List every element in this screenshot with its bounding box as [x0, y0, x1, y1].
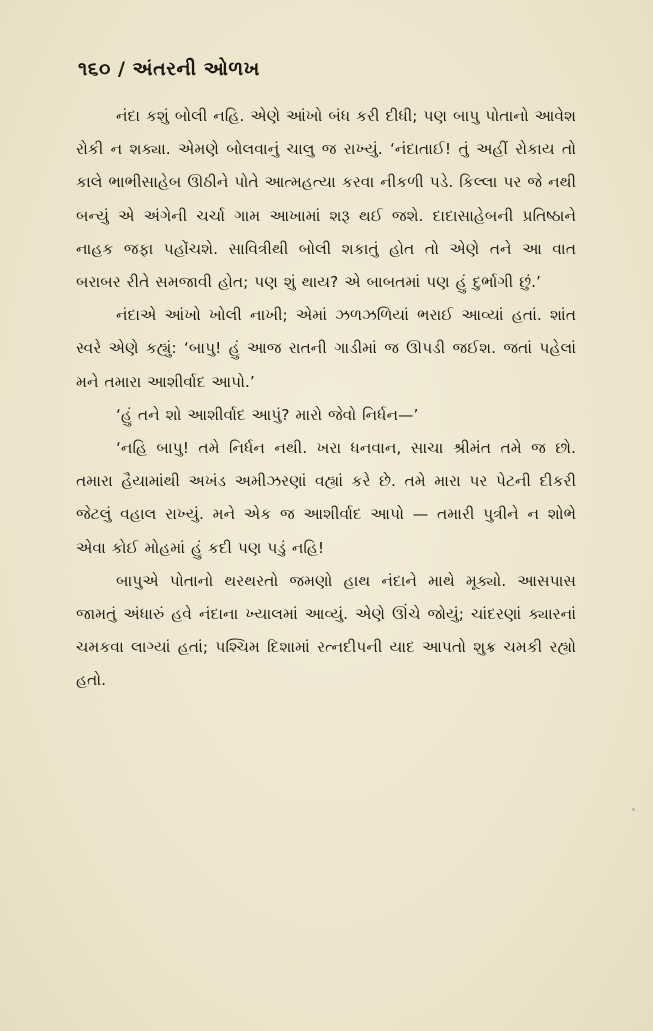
paragraph: ‘નહિ બાપુ! તમે નિર્ધન નથી. ખરા ધનવાન, સાચા શ્રીમંત તમે જ છો. તમારા હૈયામાંથી અખંડ અમીઝરણાં વહ્યાં કરે છે. તમે મારા પર પેટની દીકરી જેટલું વહાલ રાખ્યું. મને એક જ આશીર્વાદ આપો — તમારી પુત્રીને ન શોભે એવા કોઈ મોહમાં હું કદી પણ પડું નહિ! [76, 439, 576, 557]
paragraph: નંદા કશું બોલી નહિ. એણે આંખો બંધ કરી દીધી; પણ બાપુ પોતાનો આવેશ રોકી ન શક્યા. એમણે બોલવાનું ચાલુ જ રાખ્યું. ‘નંદાતાઈ! તું અહીં રોકાય તો કાલે ભાભીસાહેબ ઊઠીને પોતે આત્મહત્યા કરવા નીકળી પડે. કિલ્લા પર જે નથી બન્યું એ અંગેની ચર્ચા ગામ આખામાં શરૂ થઈ જશે. દાદાસાહેબની પ્રતિષ્ઠાને નાહક જફા પહોંચશે. સાવિત્રીથી બોલી શકાતું હોત તો એણે તને આ વાત બરાબર રીતે સમજાવી હોત; પણ શું થાય? એ બાબતમાં પણ હું દુર્ભાગી છું.’ [76, 107, 576, 292]
paragraph: નંદાએ આંખો ખોલી નાખી; એમાં ઝળઝળિયાં ભરાઈ આવ્યાં હતાં. શાંત સ્વરે એણે કહ્યું: ‘બાપુ! હું આજ રાતની ગાડીમાં જ ઊપડી જઈશ. જતાં પહેલાં મને તમારા આશીર્વાદ આપો.’ [76, 306, 576, 391]
paragraph: ‘હું તને શો આશીર્વાદ આપું? મારો જેવો નિર્ધન—’ [116, 405, 419, 424]
body-text [76, 100, 576, 698]
paragraph: બાપુએ પોતાનો થરથરતો જમણો હાથ નંદાને માથે મૂક્યો. આસપાસ જામતું અંધારું હવે નંદાના ખ્યાલમાં આવ્યું. એણે ઊંચે જોયું; ચાંદરણાં ક્યારનાં ચમકવા લાગ્યાં હતાં; પશ્ચિમ દિશામાં રત્નદીપની યાદ આપતો શુક્ર ચમકી રહ્યો હતો. [76, 571, 576, 690]
running-head: ૧૬૦ / અંતરની ઓળખ [78, 58, 260, 80]
paper-speck [632, 808, 635, 811]
